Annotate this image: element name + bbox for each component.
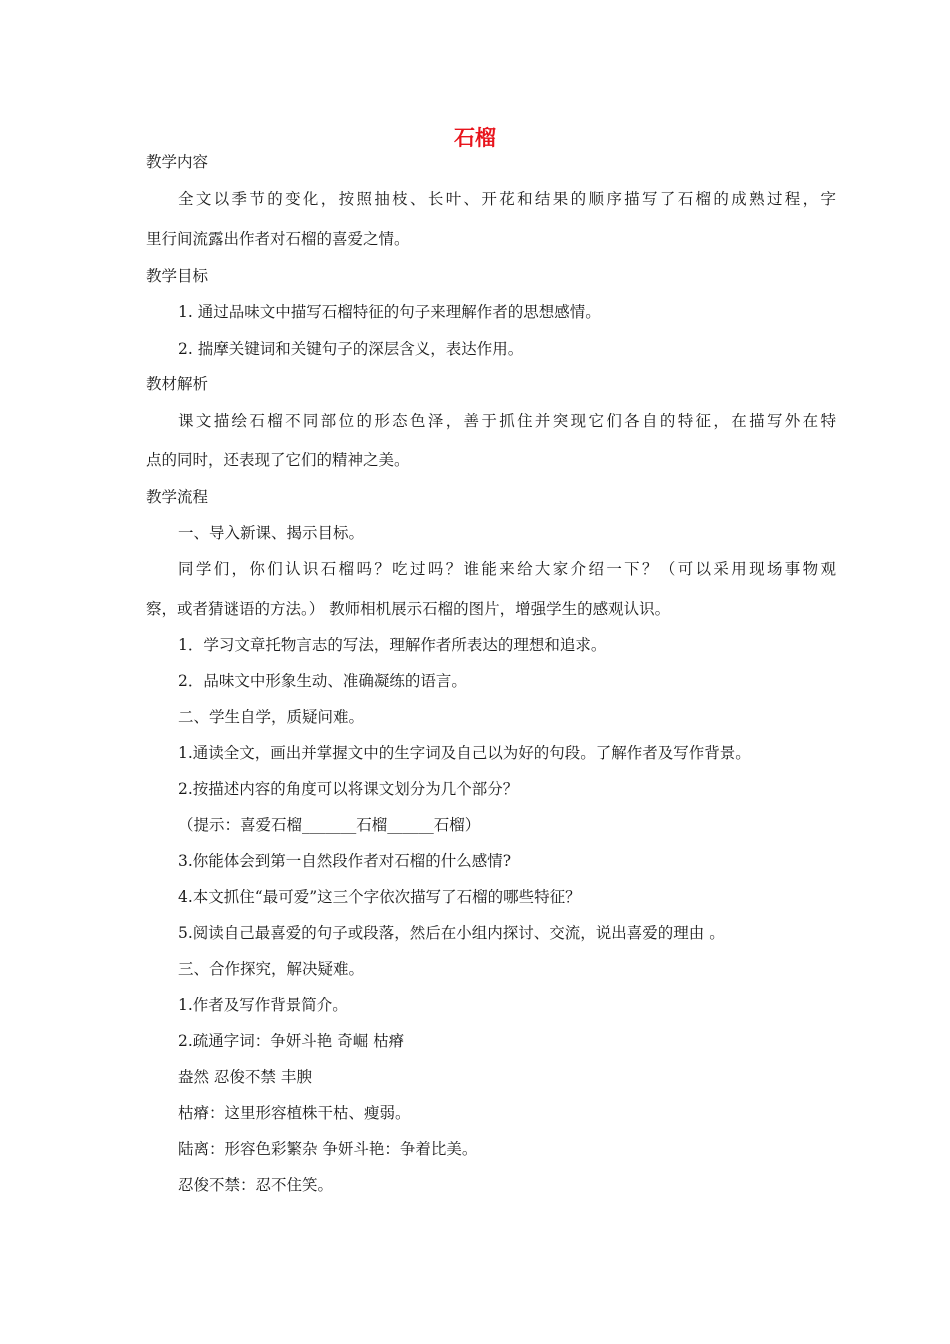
text-line: 同学们，你们认识石榴吗？吃过吗？谁能来给大家介绍一下？（可以采用现场事物观 [178,560,836,578]
text-line: 里行间流露出作者对石榴的喜爱之情。 [146,230,410,248]
text-line: 三、合作探究，解决疑难。 [178,960,365,978]
text-line: 2.疏通字词：争妍斗艳 奇崛 枯瘠 [178,1032,405,1050]
text-line: 1.作者及写作背景简介。 [178,996,348,1014]
text-line: 教学内容 [146,153,209,171]
text-line: 点的同时，还表现了它们的精神之美。 [146,451,410,469]
text-line: 枯瘠：这里形容植株干枯、瘦弱。 [178,1104,411,1122]
text-line: 忍俊不禁：忍不住笑。 [178,1176,334,1194]
text-line: 1．学习文章托物言志的写法，理解作者所表达的理想和追求。 [178,636,607,654]
text-line: 课文描绘石榴不同部位的形态色泽，善于抓住并突现它们各自的特征，在描写外在特 [178,412,836,430]
document-title: 石榴 [454,125,496,150]
text-line: 陆离：形容色彩繁杂 争妍斗艳：争着比美。 [178,1140,478,1158]
text-line: 教学目标 [146,267,209,285]
text-line: 3.你能体会到第一自然段作者对石榴的什么感情? [178,852,512,870]
text-line: 4.本文抓住“最可爱”这三个字依次描写了石榴的哪些特征？ [178,888,581,906]
text-line: 察，或者猜谜语的方法。） 教师相机展示石榴的图片，增强学生的感观认识。 [146,600,671,618]
text-line: 2.按描述内容的角度可以将课文划分为几个部分？ [178,780,519,798]
text-line: 盎然 忍俊不禁 丰腴 [178,1068,312,1086]
text-line: 教材解析 [146,375,209,393]
text-line: 1. 通过品味文中描写石榴特征的句子来理解作者的思想感情。 [178,303,601,321]
text-line: 教学流程 [146,488,209,506]
text-line: 5.阅读自己最喜爱的句子或段落，然后在小组内探讨、交流，说出喜爱的理由 。 [178,924,725,942]
text-line: （提示：喜爱石榴_______石榴______石榴） [178,816,481,834]
text-line: 二、学生自学，质疑问难。 [178,708,365,726]
text-line: 一、导入新课、揭示目标。 [178,524,365,542]
text-line: 1.通读全文，画出并掌握文中的生字词及自己以为好的句段。了解作者及写作背景。 [178,744,751,762]
text-line: 2．品味文中形象生动、准确凝练的语言。 [178,672,467,690]
text-line: 2. 揣摩关键词和关键句子的深层含义，表达作用。 [178,340,524,358]
text-line: 全文以季节的变化，按照抽枝、长叶、开花和结果的顺序描写了石榴的成熟过程，字 [178,190,836,208]
